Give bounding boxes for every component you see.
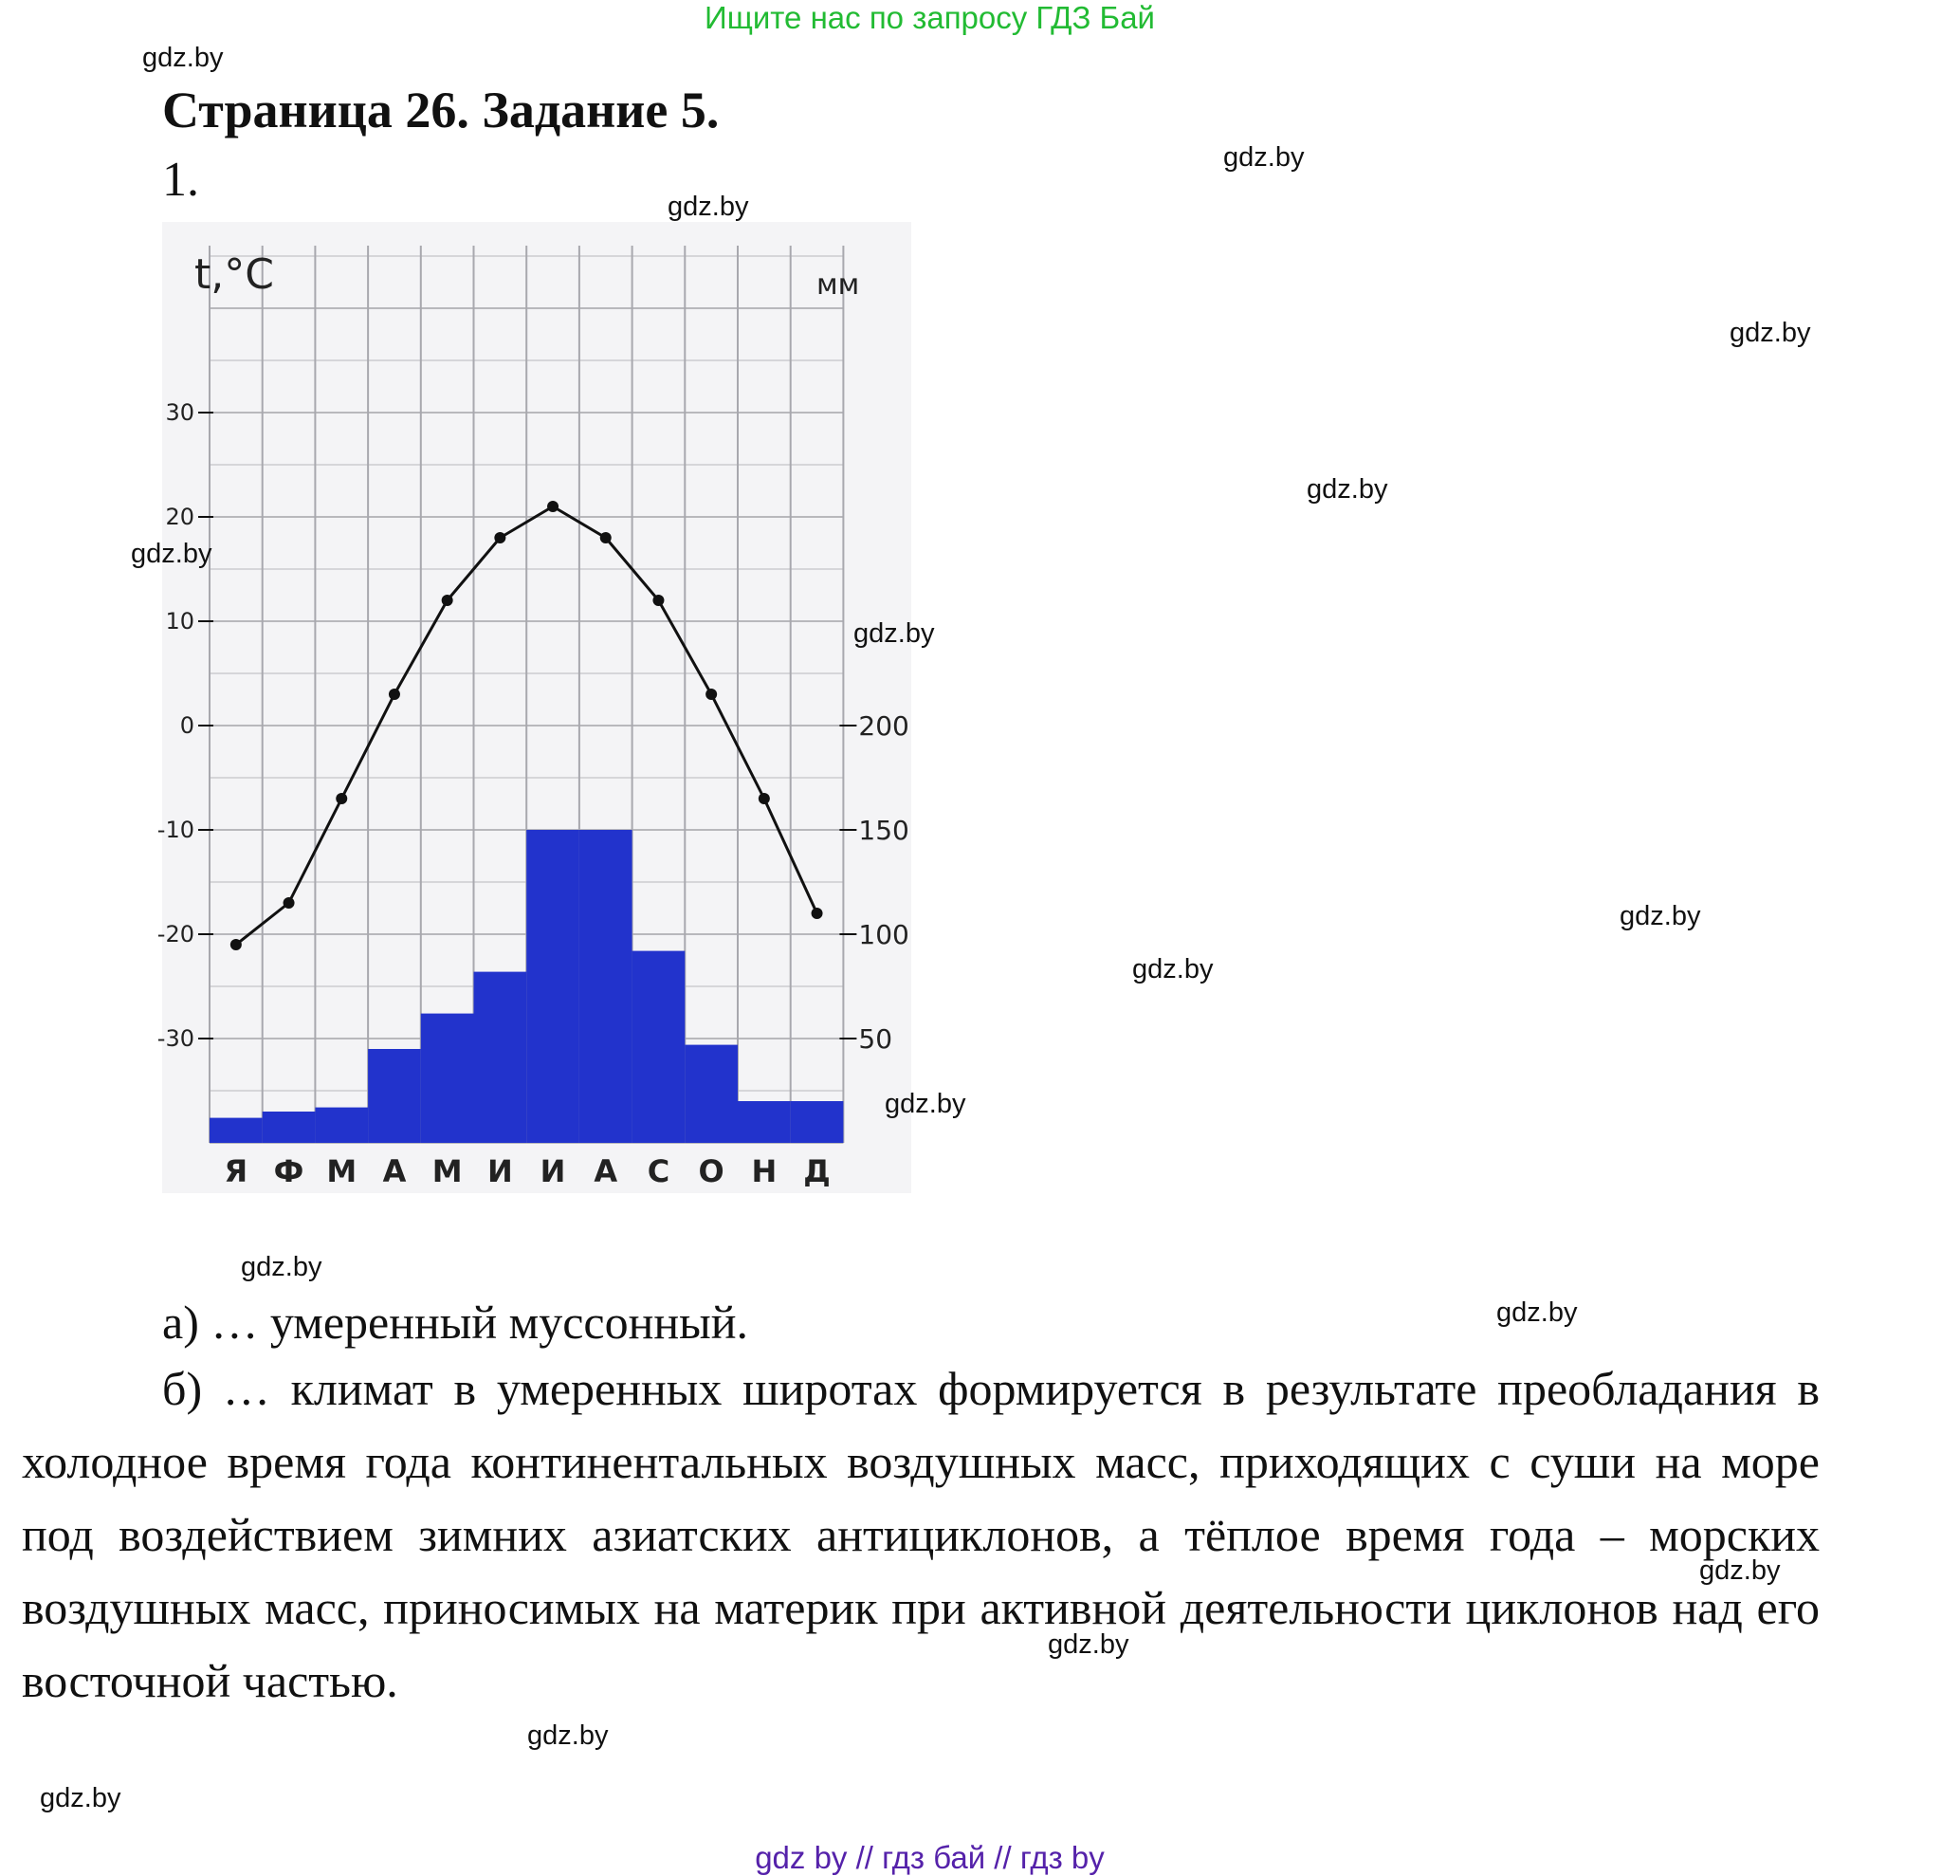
left-axis-tick-label: 20 [165, 504, 194, 530]
left-axis-tick-label: -10 [156, 817, 194, 843]
month-label: О [698, 1153, 724, 1189]
temperature-point [284, 897, 295, 909]
precipitation-bar [263, 1112, 316, 1143]
right-axis-tick-label: 50 [858, 1023, 893, 1055]
temperature-point [547, 501, 559, 512]
month-label: Д [803, 1153, 831, 1189]
answer-b: б) … климат в умеренных широтах формируется в результате преобладания в холодное время года континентальных воздушных масс, приходящих с суши на море под воздействием зимних азиатских антициклонов, а тёплое время года – морских воздушных масс, приносимых на материк при активной деятельности циклонов над его восточной частью. [22, 1362, 1820, 1707]
temperature-point [230, 939, 242, 950]
precipitation-bar [791, 1101, 844, 1143]
watermark: gdz.by [885, 1089, 966, 1119]
precipitation-bar [474, 972, 527, 1143]
right-axis-tick-label: 100 [858, 919, 909, 950]
month-label: Я [224, 1153, 248, 1189]
precipitation-bar [526, 830, 579, 1143]
month-label: Н [751, 1153, 778, 1189]
left-axis-tick-label: -30 [156, 1025, 194, 1052]
answer-a: а) … умеренный муссонный. [162, 1296, 748, 1349]
watermark: gdz.by [853, 618, 935, 649]
left-axis-tick-label: -20 [156, 921, 194, 947]
month-label: А [594, 1153, 618, 1189]
watermark: gdz.by [1496, 1297, 1578, 1328]
watermark: gdz.by [1620, 901, 1701, 931]
precipitation-bar [368, 1049, 421, 1143]
left-axis-tick-label: 0 [179, 712, 194, 739]
precipitation-bar [579, 830, 632, 1143]
month-label: С [647, 1153, 670, 1189]
temperature-point [759, 793, 770, 804]
temperature-point [600, 532, 612, 543]
climate-chart [156, 222, 911, 1193]
watermark: gdz.by [527, 1720, 609, 1751]
temperature-point [494, 532, 505, 543]
watermark: gdz.by [1048, 1629, 1129, 1660]
temperature-point [652, 595, 664, 606]
month-label: И [540, 1153, 566, 1189]
precipitation-bar [632, 951, 686, 1143]
item-number: 1. [162, 153, 199, 207]
left-axis-label: t,°C [194, 250, 274, 299]
temperature-point [812, 908, 823, 919]
precipitation-bar [210, 1118, 263, 1143]
watermark: gdz.by [142, 43, 224, 73]
precipitation-bar [421, 1014, 474, 1143]
right-axis-tick-label: 150 [858, 815, 909, 846]
month-label: Ф [273, 1153, 304, 1189]
left-axis-tick-label: 30 [165, 399, 194, 426]
right-axis-tick-label: 200 [858, 710, 909, 742]
temperature-point [336, 793, 347, 804]
temperature-point [389, 689, 400, 700]
precipitation-bar [685, 1045, 738, 1143]
page-title: Страница 26. Задание 5. [162, 82, 720, 138]
right-axis-label: мм [816, 268, 860, 302]
left-axis-tick-label: 10 [165, 608, 194, 635]
search-hint: Ищите нас по запросу ГДЗ Бай [705, 0, 1155, 35]
watermark: gdz.by [1132, 954, 1214, 984]
watermark: gdz.by [668, 192, 749, 222]
watermark: gdz.by [241, 1252, 322, 1282]
watermark: gdz.by [1223, 142, 1305, 173]
watermark: gdz.by [131, 539, 212, 569]
month-label: А [382, 1153, 407, 1189]
watermark: gdz.by [1699, 1555, 1781, 1586]
watermark: gdz.by [1730, 318, 1811, 348]
watermark: gdz.by [40, 1783, 121, 1813]
temperature-point [442, 595, 453, 606]
month-label: М [431, 1153, 463, 1189]
month-label: М [326, 1153, 357, 1189]
precipitation-bar [738, 1101, 791, 1143]
precipitation-bar [315, 1108, 368, 1143]
temperature-point [705, 689, 717, 700]
footer-links: gdz by // гдз бай // гдз by [755, 1840, 1105, 1875]
month-label: И [486, 1153, 513, 1189]
watermark: gdz.by [1307, 474, 1388, 505]
